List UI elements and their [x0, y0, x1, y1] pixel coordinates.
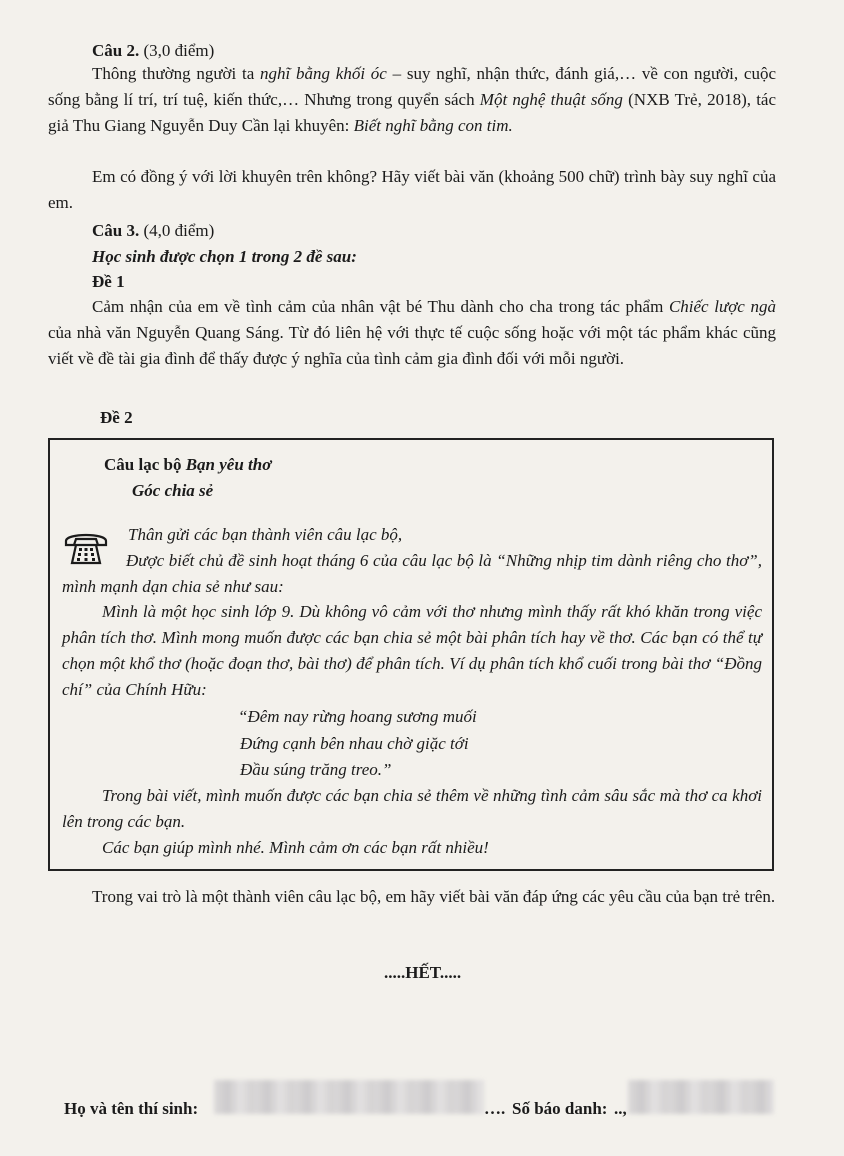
de1-label: Đề 1: [92, 272, 125, 291]
cau2-p1-text-a: Thông thường người ta: [92, 64, 261, 83]
de1-work-title: Chiếc lược ngà: [668, 297, 776, 316]
cau2-paragraph-1: [48, 61, 776, 139]
letter-paragraph-3: Trong bài viết, mình muốn được các bạn chia sẻ thêm về những tình cảm sâu sắc mà thơ ca khơi lên trong các bạn.: [62, 786, 762, 831]
cau2-p1-text-c: – suy nghĩ, nhận thức, đánh giá,… về con người, cuộc sống bằng lí trí, trí tuệ, kiến thức,… Nhưng trong quyển sách: [48, 64, 776, 109]
de1-text-a: Cảm nhận của em về tình cảm của nhân vật bé Thu dành cho cha trong tác phẩm: [92, 297, 669, 316]
letter-greeting: Thân gửi các bạn thành viên câu lạc bộ,: [128, 525, 403, 544]
candidate-id-dots: ..,: [614, 1099, 627, 1118]
cau2-paragraph-2: Em có đồng ý với lời khuyên trên không? Hãy viết bài văn (khoảng 500 chữ) trình bày suy nghĩ của em.: [48, 167, 776, 212]
cau2-p1-quote: Biết nghĩ bằng con tim.: [353, 116, 513, 135]
cau2-points: (3,0 điểm): [139, 41, 215, 60]
end-mark: .....HẾT.....: [384, 963, 462, 982]
letter-paragraph-2: Mình là một học sinh lớp 9. Dù không vô cảm với thơ nhưng mình thấy rất khó khăn trong việc phân tích thơ. Mình mong muốn được các bạn chia sẻ một bài phân tích hay về thơ. Các bạn có thể tự chọn một khổ thơ (hoặc đoạn thơ, bài thơ) để phân tích. Ví dụ phân tích khổ cuối trong bài thơ “Đồng chí” của Chính Hữu:: [62, 602, 762, 699]
cau3-label: Câu 3.: [92, 221, 140, 240]
redacted-id: [628, 1080, 774, 1114]
cau2-p1-book-title: Một nghệ thuật sống: [479, 90, 623, 109]
club-prefix: Câu lạc bộ: [104, 455, 186, 474]
cau3-points: (4,0 điểm): [139, 221, 215, 240]
redacted-name: [214, 1080, 484, 1114]
footer-dots: ….: [484, 1099, 506, 1118]
candidate-id-label: Số báo danh:: [512, 1099, 608, 1118]
poem-line-3: Đầu súng trăng treo.”: [240, 760, 392, 779]
letter-paragraph-1: Được biết chủ đề sinh hoạt tháng 6 của câu lạc bộ là “Những nhịp tim dành riêng cho thơ”, mình mạnh dạn chia sẻ như sau:: [62, 551, 762, 596]
poem-line-1: “Đêm nay rừng hoang sương muối: [238, 707, 477, 726]
cau2-p1-italic-b: nghĩ bằng khối óc: [260, 64, 387, 83]
de1-text-c: của nhà văn Nguyễn Quang Sáng. Từ đó liên hệ với thực tế cuộc sống hoặc với một tác phẩm khác cũng viết về đề tài gia đình để thấy được ý nghĩa của tình cảm gia đình đối với mỗi người.: [48, 323, 776, 368]
cau2-p1-text-e: (NXB Trẻ, 2018), tác giả Thu Giang Nguyễn Duy Cần lại khuyên:: [48, 90, 777, 135]
letter-closing: Các bạn giúp mình nhé. Mình cảm ơn các bạn rất nhiều!: [102, 838, 489, 857]
de2-label: Đề 2: [100, 408, 133, 427]
club-name: Bạn yêu thơ: [185, 455, 272, 474]
corner-title: Góc chia sẻ: [132, 481, 214, 500]
club-title: [104, 452, 271, 478]
candidate-name-label: Họ và tên thí sinh:: [64, 1099, 199, 1118]
task-paragraph: Trong vai trò là một thành viên câu lạc bộ, em hãy viết bài văn đáp ứng các yêu cầu của bạn trẻ trên.: [92, 887, 776, 906]
cau3-heading: [92, 218, 214, 244]
de1-paragraph: [48, 294, 776, 372]
cau2-label: Câu 2.: [92, 41, 140, 60]
poem-line-2: Đứng cạnh bên nhau chờ giặc tới: [240, 734, 469, 753]
cau3-instruction: Học sinh được chọn 1 trong 2 đề sau:: [92, 247, 357, 266]
